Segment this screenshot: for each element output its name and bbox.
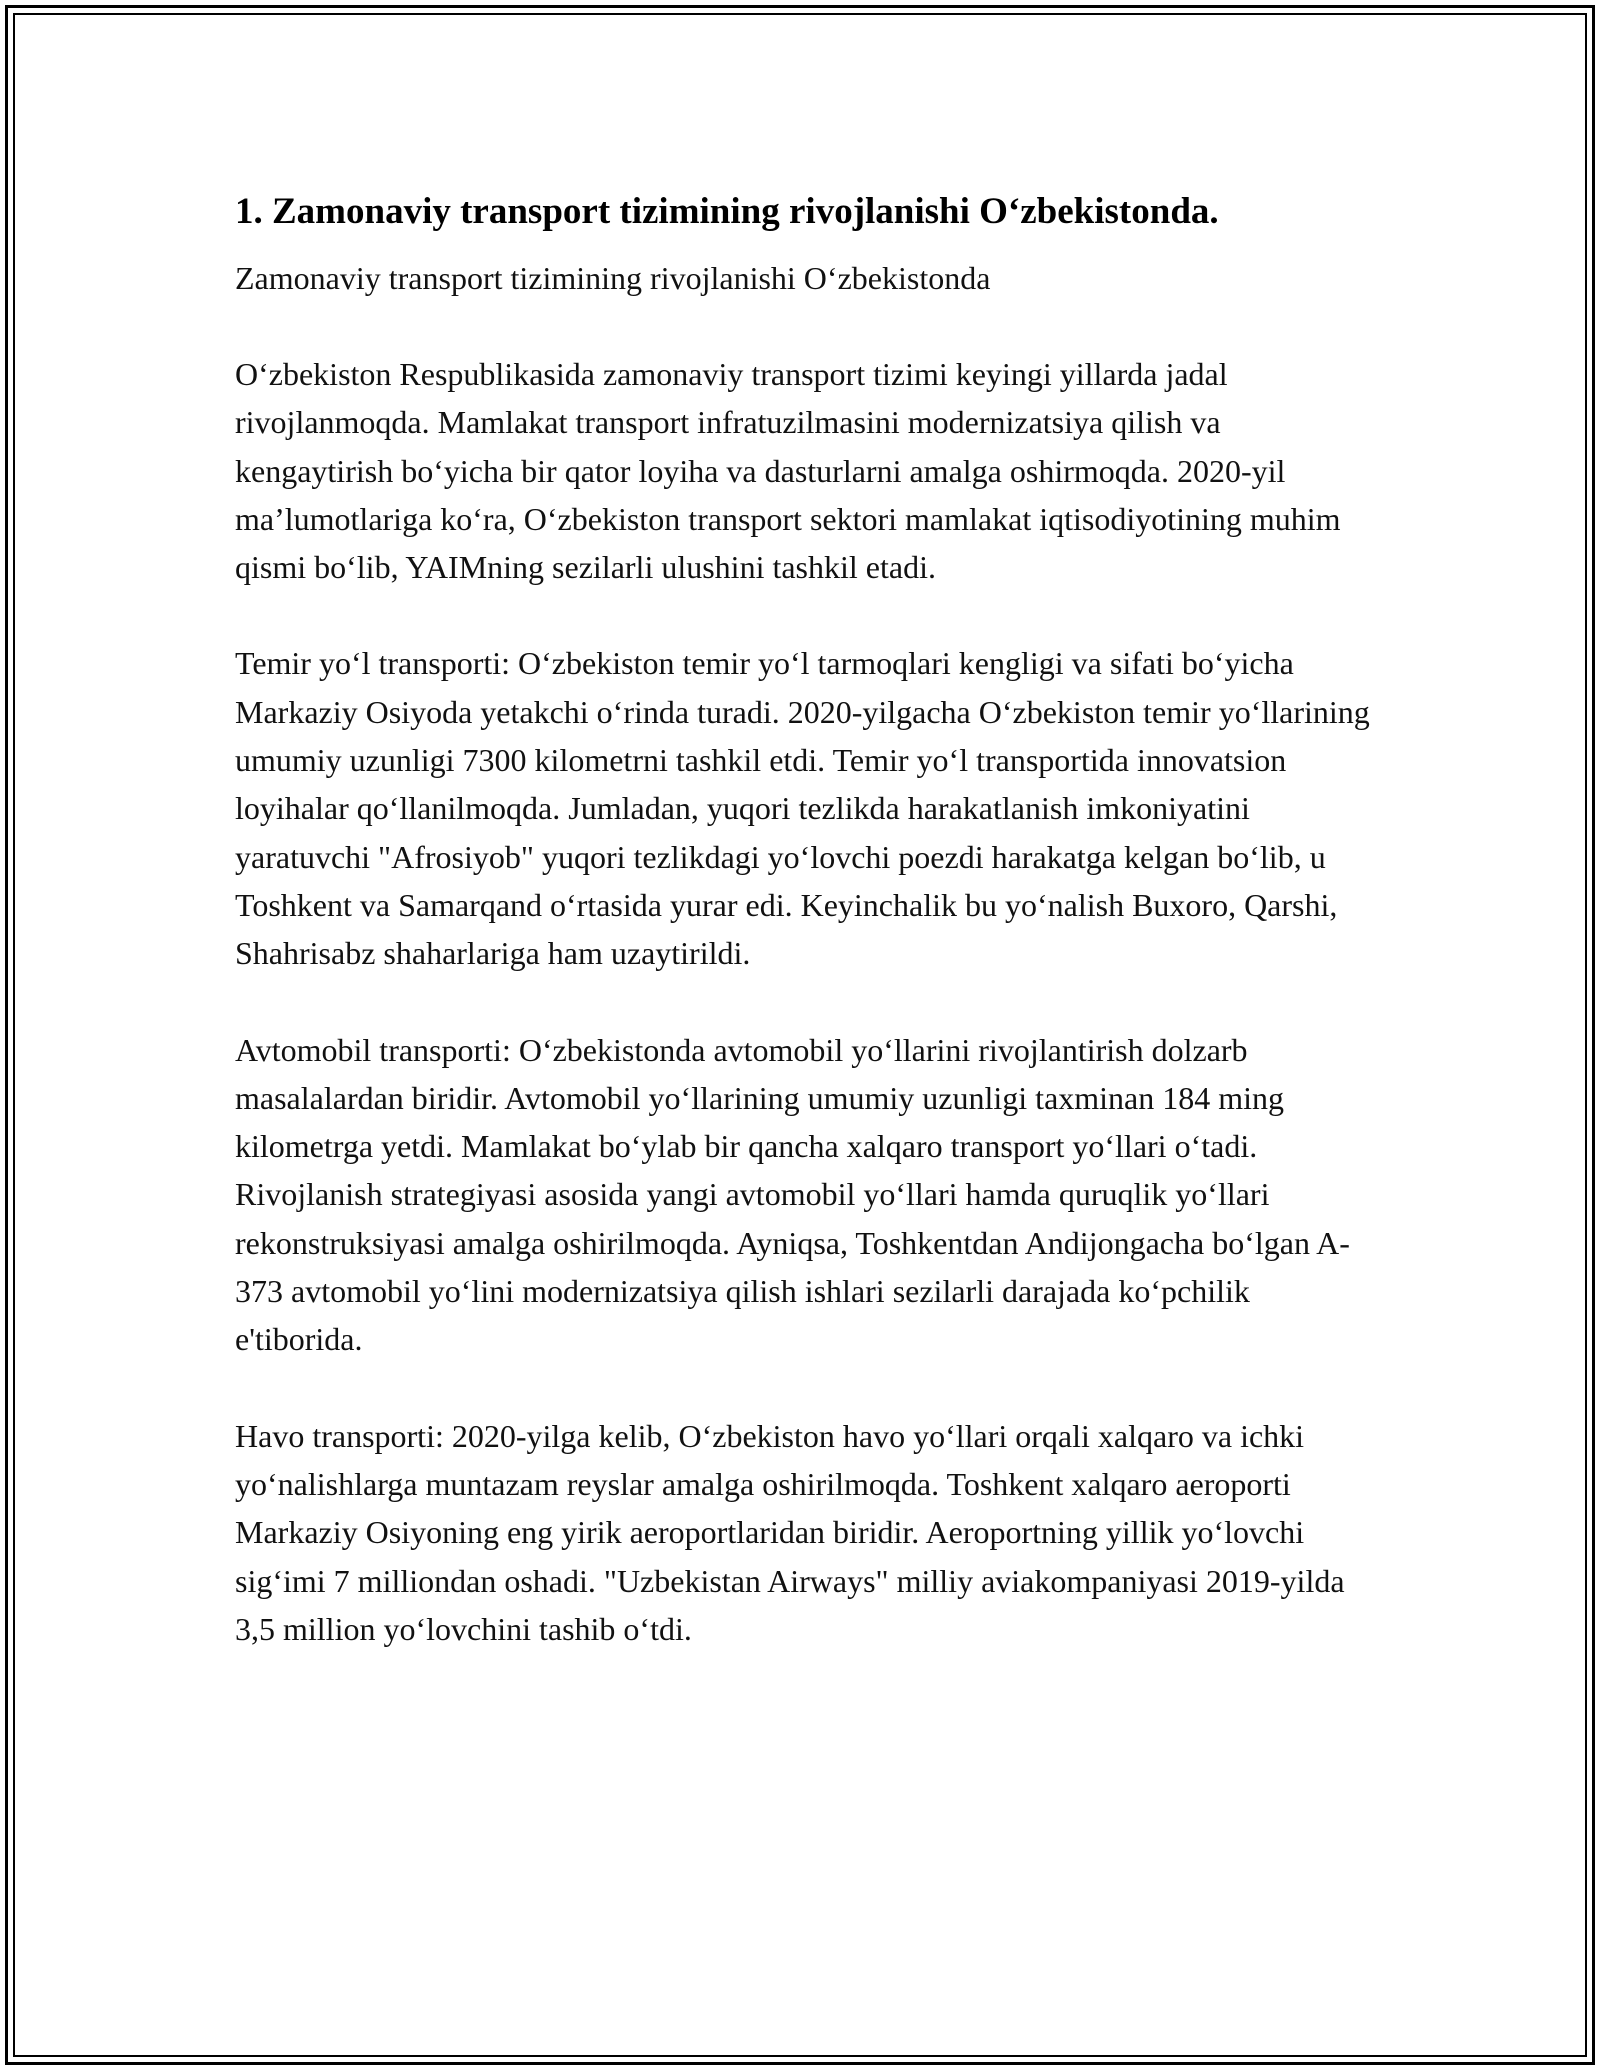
paragraph-railway: Temir yo‘l transporti: O‘zbekiston temir yo‘l tarmoqlari kengligi va sifati bo‘yicha Markaziy Osiyoda yetakchi o‘rinda turadi. 2020-yilgacha O‘zbekiston temir yo‘llarining umumiy uzunligi 7300 kilometrni tashkil etdi. Temir yo‘l transportida innovatsion loyihalar qo‘llanilmoqda. Jumladan, yuqori tezlikda harakatlanish imkoniyatini yaratuvchi "Afrosiyob" yuqori tezlikdagi yo‘lovchi poezdi harakatga kelgan bo‘lib, u Toshkent va Samarqand o‘rtasida yurar edi. Keyinchalik bu yo‘nalish Buxoro, Qarshi, Shahrisabz shaharlariga ham uzaytirildi. — [235, 645, 1370, 972]
paragraph-intro: O‘zbekiston Respublikasida zamonaviy transport tizimi keyingi yillarda jadal rivojlanmoqda. Mamlakat transport infratuzilmasini modernizatsiya qilish va kengaytirish bo‘yicha bir qator loyiha va dasturlarni amalga oshirmoqda. 2020-yil ma’lumotlariga ko‘ra, O‘zbekiston transport sektori mamlakat iqtisodiyotining muhim qismi bo‘lib, YAIMning sezilarli ulushini tashkil etadi. — [235, 356, 1341, 586]
document-body — [235, 188, 1385, 1701]
document-subtitle: Zamonaviy transport tizimining rivojlanishi O‘zbekistonda — [235, 260, 991, 296]
document-title: 1. Zamonaviy transport tizimining rivojlanishi O‘zbekistonda. — [235, 191, 1219, 232]
paragraph-air: Havo transporti: 2020-yilga kelib, O‘zbekiston havo yo‘llari orqali xalqaro va ichki yo‘nalishlarga muntazam reyslar amalga oshirilmoqda. Toshkent xalqaro aeroporti Markaziy Osiyoning eng yirik aeroportlaridan biridir. Aeroportning yillik yo‘lovchi sig‘imi 7 milliondan oshadi. "Uzbekistan Airways" milliy aviakompaniyasi 2019-yilda 3,5 million yo‘lovchini tashib o‘tdi. — [235, 1417, 1345, 1647]
paragraph-road: Avtomobil transporti: O‘zbekistonda avtomobil yo‘llarini rivojlantirish dolzarb masalalardan biridir. Avtomobil yo‘llarining umumiy uzunligi taxminan 184 ming kilometrga yetdi. Mamlakat bo‘ylab bir qancha xalqaro transport yo‘llari o‘tadi. Rivojlanish strategiyasi asosida yangi avtomobil yo‘llari hamda quruqlik yo‘llari rekonstruksiyasi amalga oshirilmoqda. Ayniqsa, Toshkentdan Andijongacha bo‘lgan A-373 avtomobil yo‘lini modernizatsiya qilish ishlari sezilarli darajada ko‘pchilik e'tiborida. — [235, 1031, 1350, 1358]
